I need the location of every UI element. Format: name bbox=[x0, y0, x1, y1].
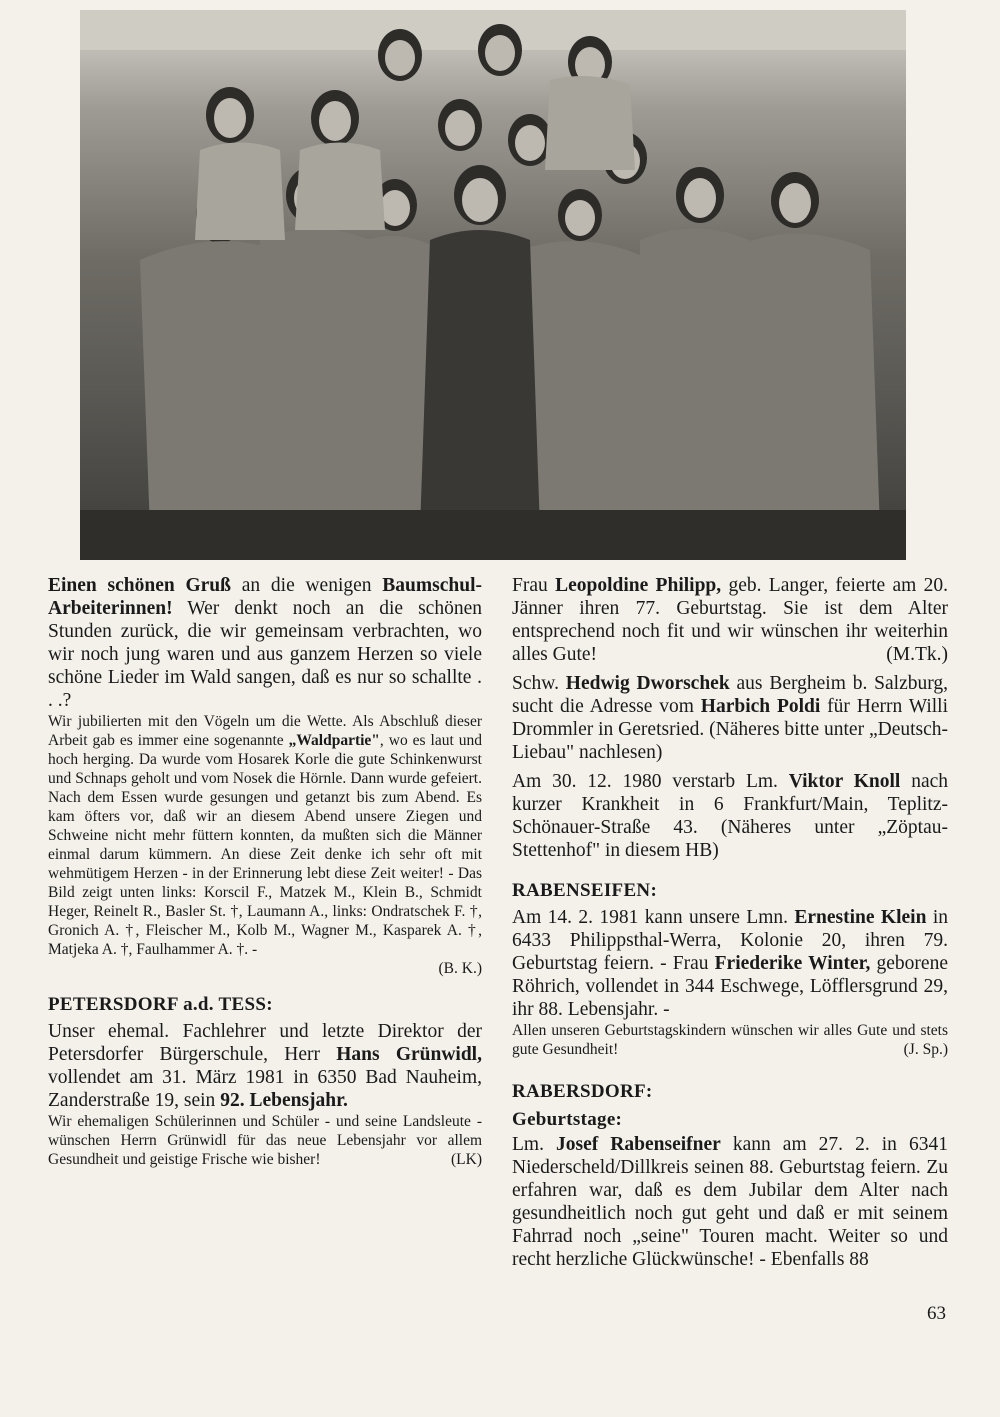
philipp-article: Frau Leopoldine Philipp, geb. Langer, feierte am 20. Jänner ihren 77. Geburtstag. Sie ist dem Alter entsprechend noch fit und wir wünschen ihr weiterhin alles Gute! (M.Tk.) bbox=[512, 575, 949, 665]
rabersdorf-article: Lm. Josef Rabenseifner kann am 27. 2. in 6341 Niederscheld/Dillkreis seinen 88. Geburtstag feiern. Zu erfahren war, daß es dem Jubilar dem Alter nach gesundheitlich noch gut geht und daß er mit seinem Fahrrad noch „seine" Touren macht. Weiter so und recht herzliche Glückwünsche! - Ebenfalls 88 bbox=[512, 1134, 948, 1270]
group-photo bbox=[80, 10, 906, 560]
right-column bbox=[512, 574, 948, 1271]
dworschek-article: Schw. Hedwig Dworschek aus Bergheim b. Salzburg, sucht die Adresse vom Harbich Poldi für Herrn Willi Drommler in Geretsried. (Näheres bitte unter „Deutsch-Liebau" nachlesen) bbox=[512, 673, 949, 763]
rabenseifen-signature: (J. Sp.) bbox=[903, 1041, 948, 1058]
baumschul-intro: Einen schönen Gruß an die wenigen Baumschul-Arbeiterinnen! Wer denkt noch an die schönen Stunden zurück, die wir gemeinsam verbrachten, wo wir noch jung waren und aus ganzem Herzen so viele schöne Lieder im Wald sangen, daß es nur so schallte . . .? bbox=[48, 575, 482, 711]
petersdorf-article: Unser ehemal. Fachlehrer und letzte Direktor der Petersdorfer Bürgerschule, Herr Hans Grünwidl, vollendet am 31. März 1981 in 6350 Bad Nauheim, Zanderstraße 19, sein 92. Lebensjahr. bbox=[48, 1021, 482, 1111]
baumschul-story: Wir jubilierten mit den Vögeln um die Wette. Als Abschluß dieser Arbeit gab es immer eine sogenannte „Waldpartie", wo es laut und hoch herging. Da wurde vom Hosarek Korle die gute Schinkenwurst und Schnaps geholt und vom Nosek die Hörnle. Dann wurde gefeiert. Nach dem Essen wurde gesungen und getanzt bis zum Abend. Es kam öfters vor, daß wir an diesem Abend unsere Ziegen und Schweine nicht mehr füttern konnten, da mußten sich die Männer einmal darum kümmern. An diese Zeit denke ich sehr oft mit wehmütigem Herzen - in der Erinnerung lebt diese Zeit weiter! - Das Bild zeigt unten links: Korscil F., Matzek M., Klein B., Schmidt Heger, Reinelt R., Basler St. †, Laumann A., links: Ondratschek F. †, Gronich A. †, Fleischer M., Kolb M., Wagner M., Kasparek A. †, Matjeka A. †, Faulhammer A. †. - bbox=[48, 713, 482, 958]
group-photo-illustration bbox=[80, 10, 906, 560]
rabenseifen-article: Am 14. 2. 1981 kann unsere Lmn. Ernestine Klein in 6433 Philippsthal-Werra, Kolonie 20, ihren 79. Geburtstag feiern. - Frau Friederike Winter, geborene Röhrich, vollendet in 344 Eschwege, Löfflersgrund 29, ihr 88. Lebensjahr. - bbox=[512, 907, 948, 1020]
petersdorf-wishes: Wir ehemaligen Schülerinnen und Schüler - und seine Landsleute - wünschen Herrn Grünwidl für das neue Lebensjahr vor allem Gesundheit und geistige Frische wie bisher! (LK) bbox=[48, 1113, 482, 1168]
left-column bbox=[48, 574, 482, 1169]
rabersdorf-subheading: Geburtstage: bbox=[512, 1109, 623, 1130]
rabenseifen-heading: RABENSEIFEN: bbox=[512, 880, 658, 901]
baumschul-signature: (B. K.) bbox=[438, 960, 482, 977]
petersdorf-signature: (LK) bbox=[451, 1151, 482, 1168]
knoll-article: Am 30. 12. 1980 verstarb Lm. Viktor Knoll nach kurzer Krankheit in 6 Frankfurt/Main, Teplitz-Schönauer-Straße 43. (Näheres unter „Zöptau-Stettenhof" in diesem HB) bbox=[512, 771, 948, 861]
rabenseifen-wishes: Allen unseren Geburtstagskindern wünschen wir alles Gute und stets gute Gesundheit! (J. Sp.) bbox=[512, 1022, 948, 1058]
petersdorf-heading: PETERSDORF a.d. TESS: bbox=[48, 994, 273, 1015]
page-number: 63 bbox=[927, 1303, 946, 1324]
philipp-signature: (M.Tk.) bbox=[886, 644, 948, 665]
rabersdorf-heading: RABERSDORF: bbox=[512, 1081, 653, 1102]
